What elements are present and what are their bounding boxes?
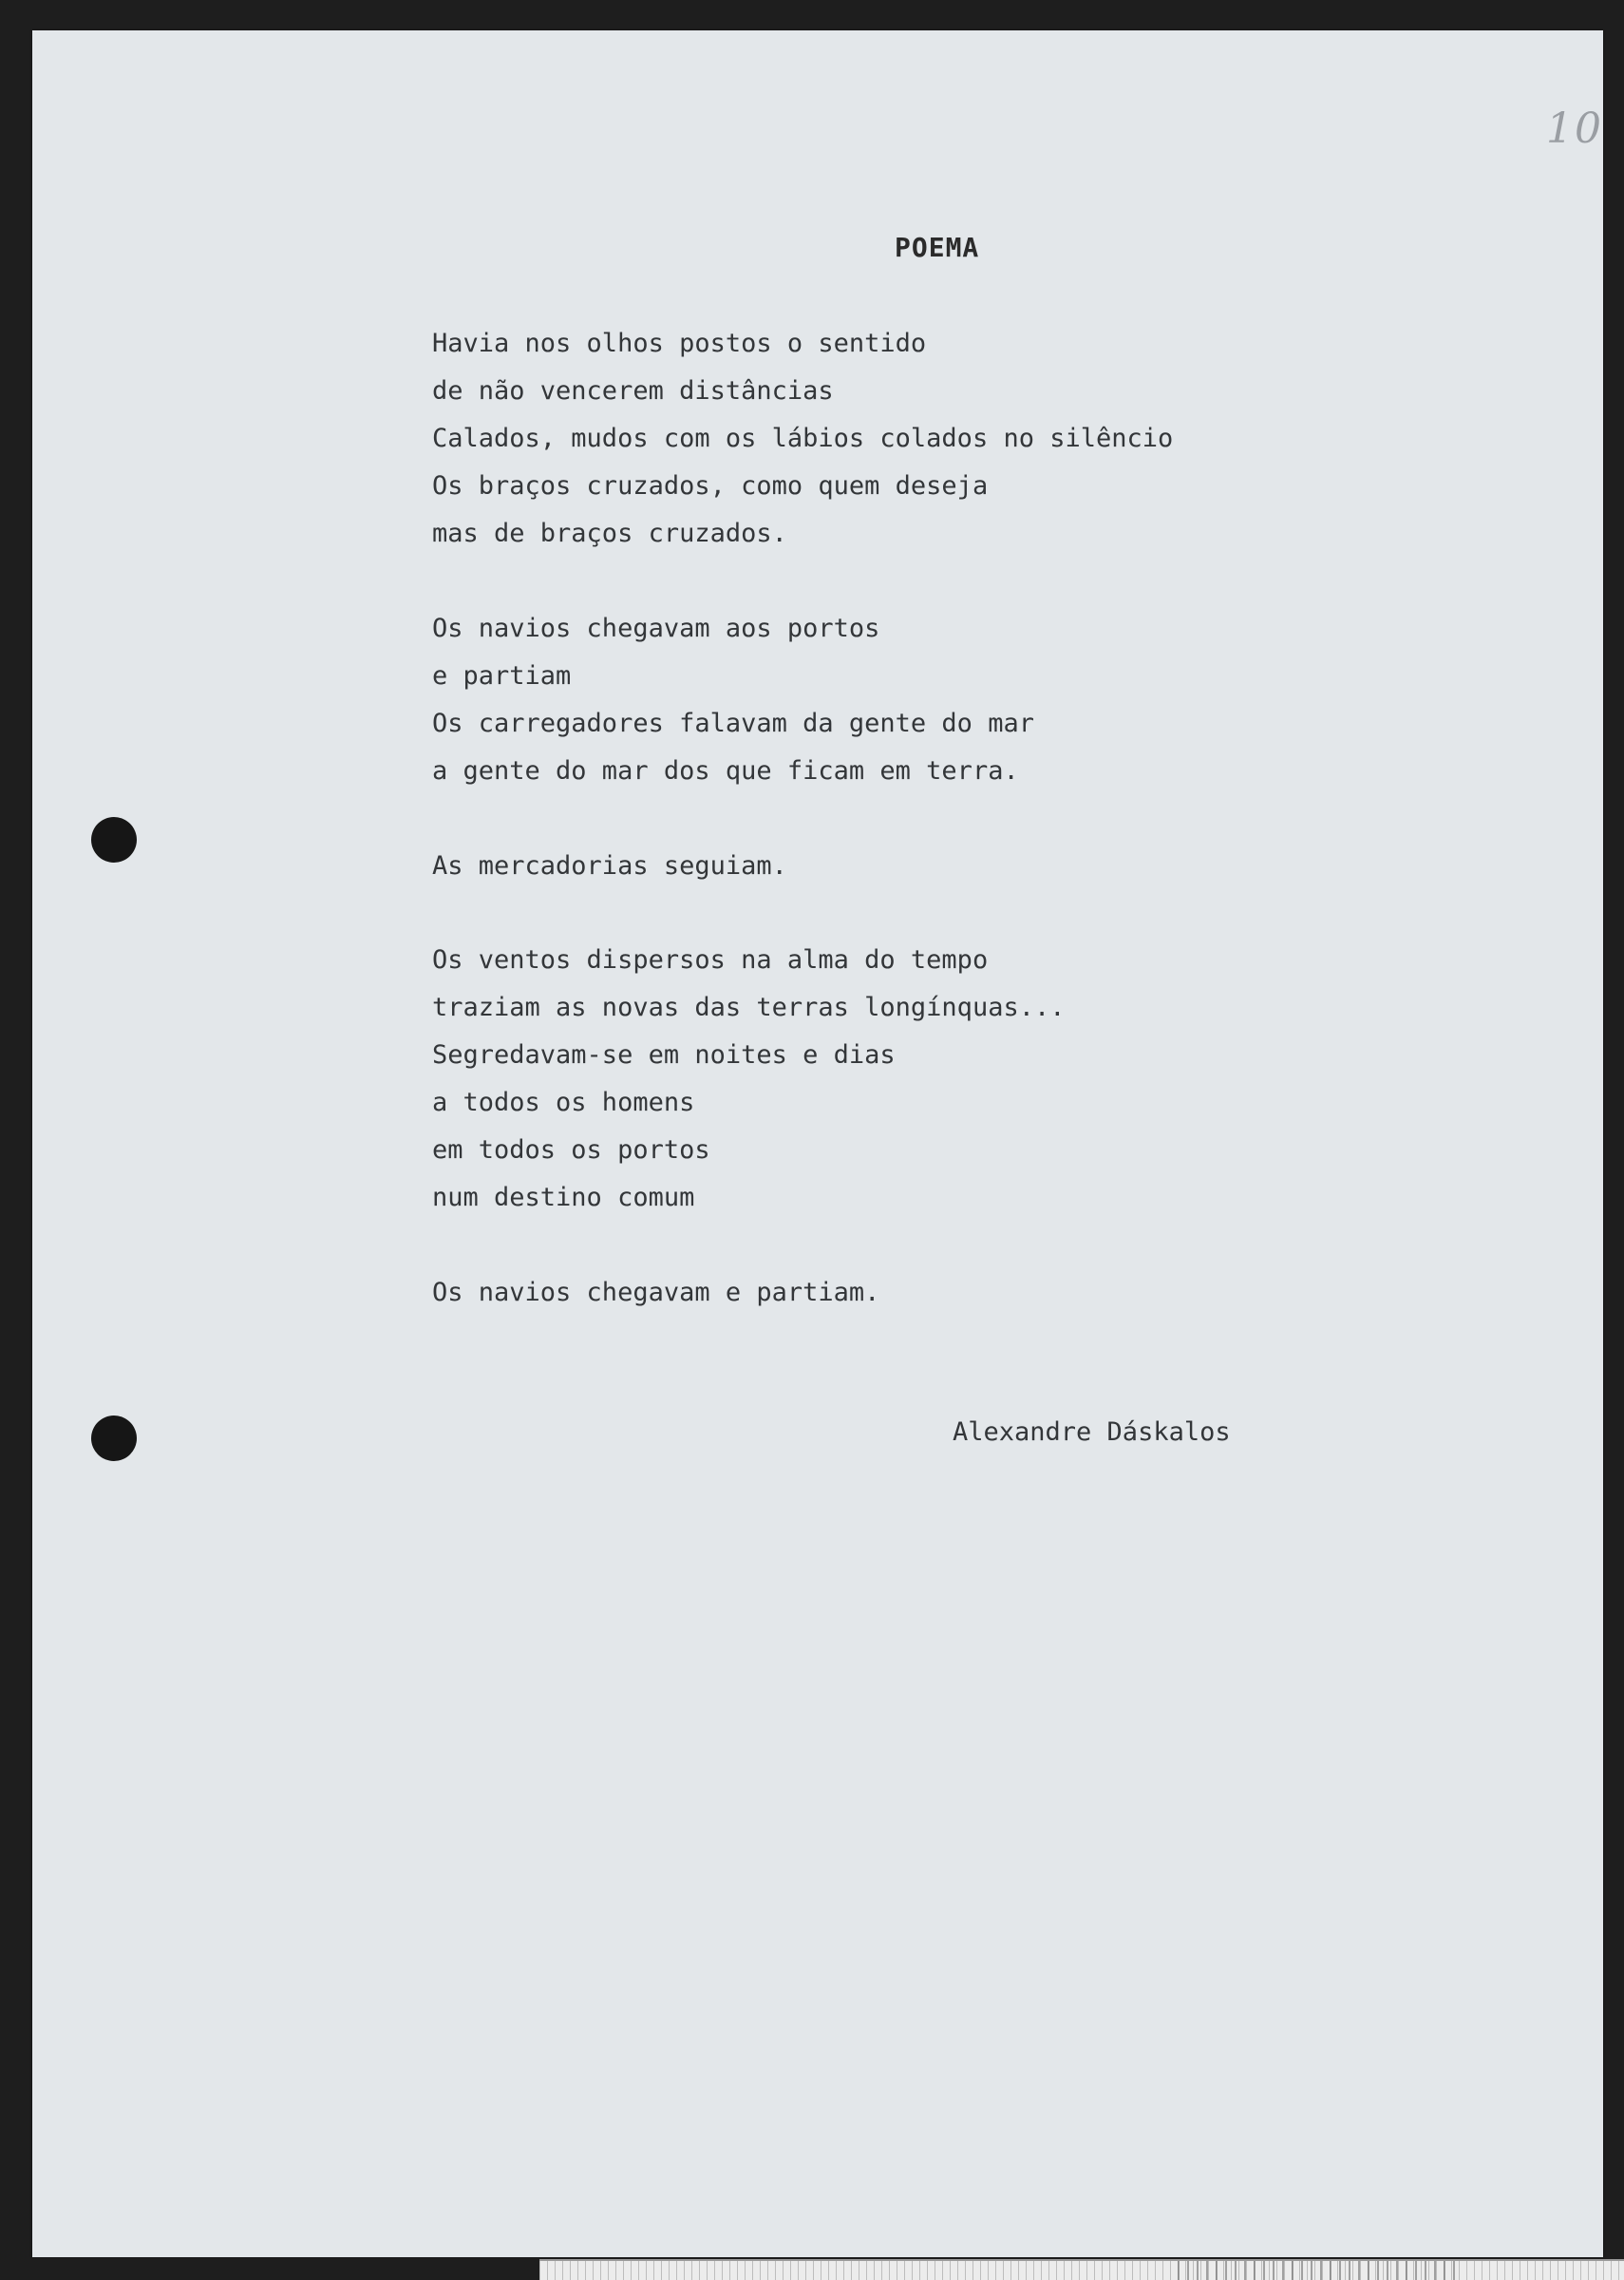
poem-author: Alexandre Dáskalos [953,1417,1231,1447]
poem-line: Calados, mudos com os lábios colados no silêncio [432,424,1174,453]
poem-line: num destino comum [432,1183,695,1212]
punch-hole [91,817,137,863]
poem-line: de não vencerem distâncias [432,376,834,406]
poem-line: a todos os homens [432,1088,695,1117]
poem-line: mas de braços cruzados. [432,519,787,548]
poem-line: Os navios chegavam e partiam. [432,1278,880,1307]
poem-line: Os carregadores falavam da gente do mar [432,709,1034,738]
poem-line: Segredavam-se em noites e dias [432,1040,896,1070]
poem-line: e partiam [432,661,572,691]
paper-sheet [32,30,1603,2257]
handwritten-page-number: 10 [1546,104,1603,153]
poem-line: em todos os portos [432,1135,710,1165]
punch-hole [91,1416,137,1461]
poem-line: As mercadorias seguiam. [432,851,787,881]
scale-ruler-ticks [1178,2261,1463,2280]
poem-line: Havia nos olhos postos o sentido [432,329,927,358]
poem-line: Os ventos dispersos na alma do tempo [432,945,989,975]
poem-line: Os braços cruzados, como quem deseja [432,471,989,501]
poem-line: traziam as novas das terras longínquas... [432,993,1066,1022]
poem-line: a gente do mar dos que ficam em terra. [432,756,1019,786]
poem-title: POEMA [895,232,980,263]
poem-line: Os navios chegavam aos portos [432,614,880,643]
